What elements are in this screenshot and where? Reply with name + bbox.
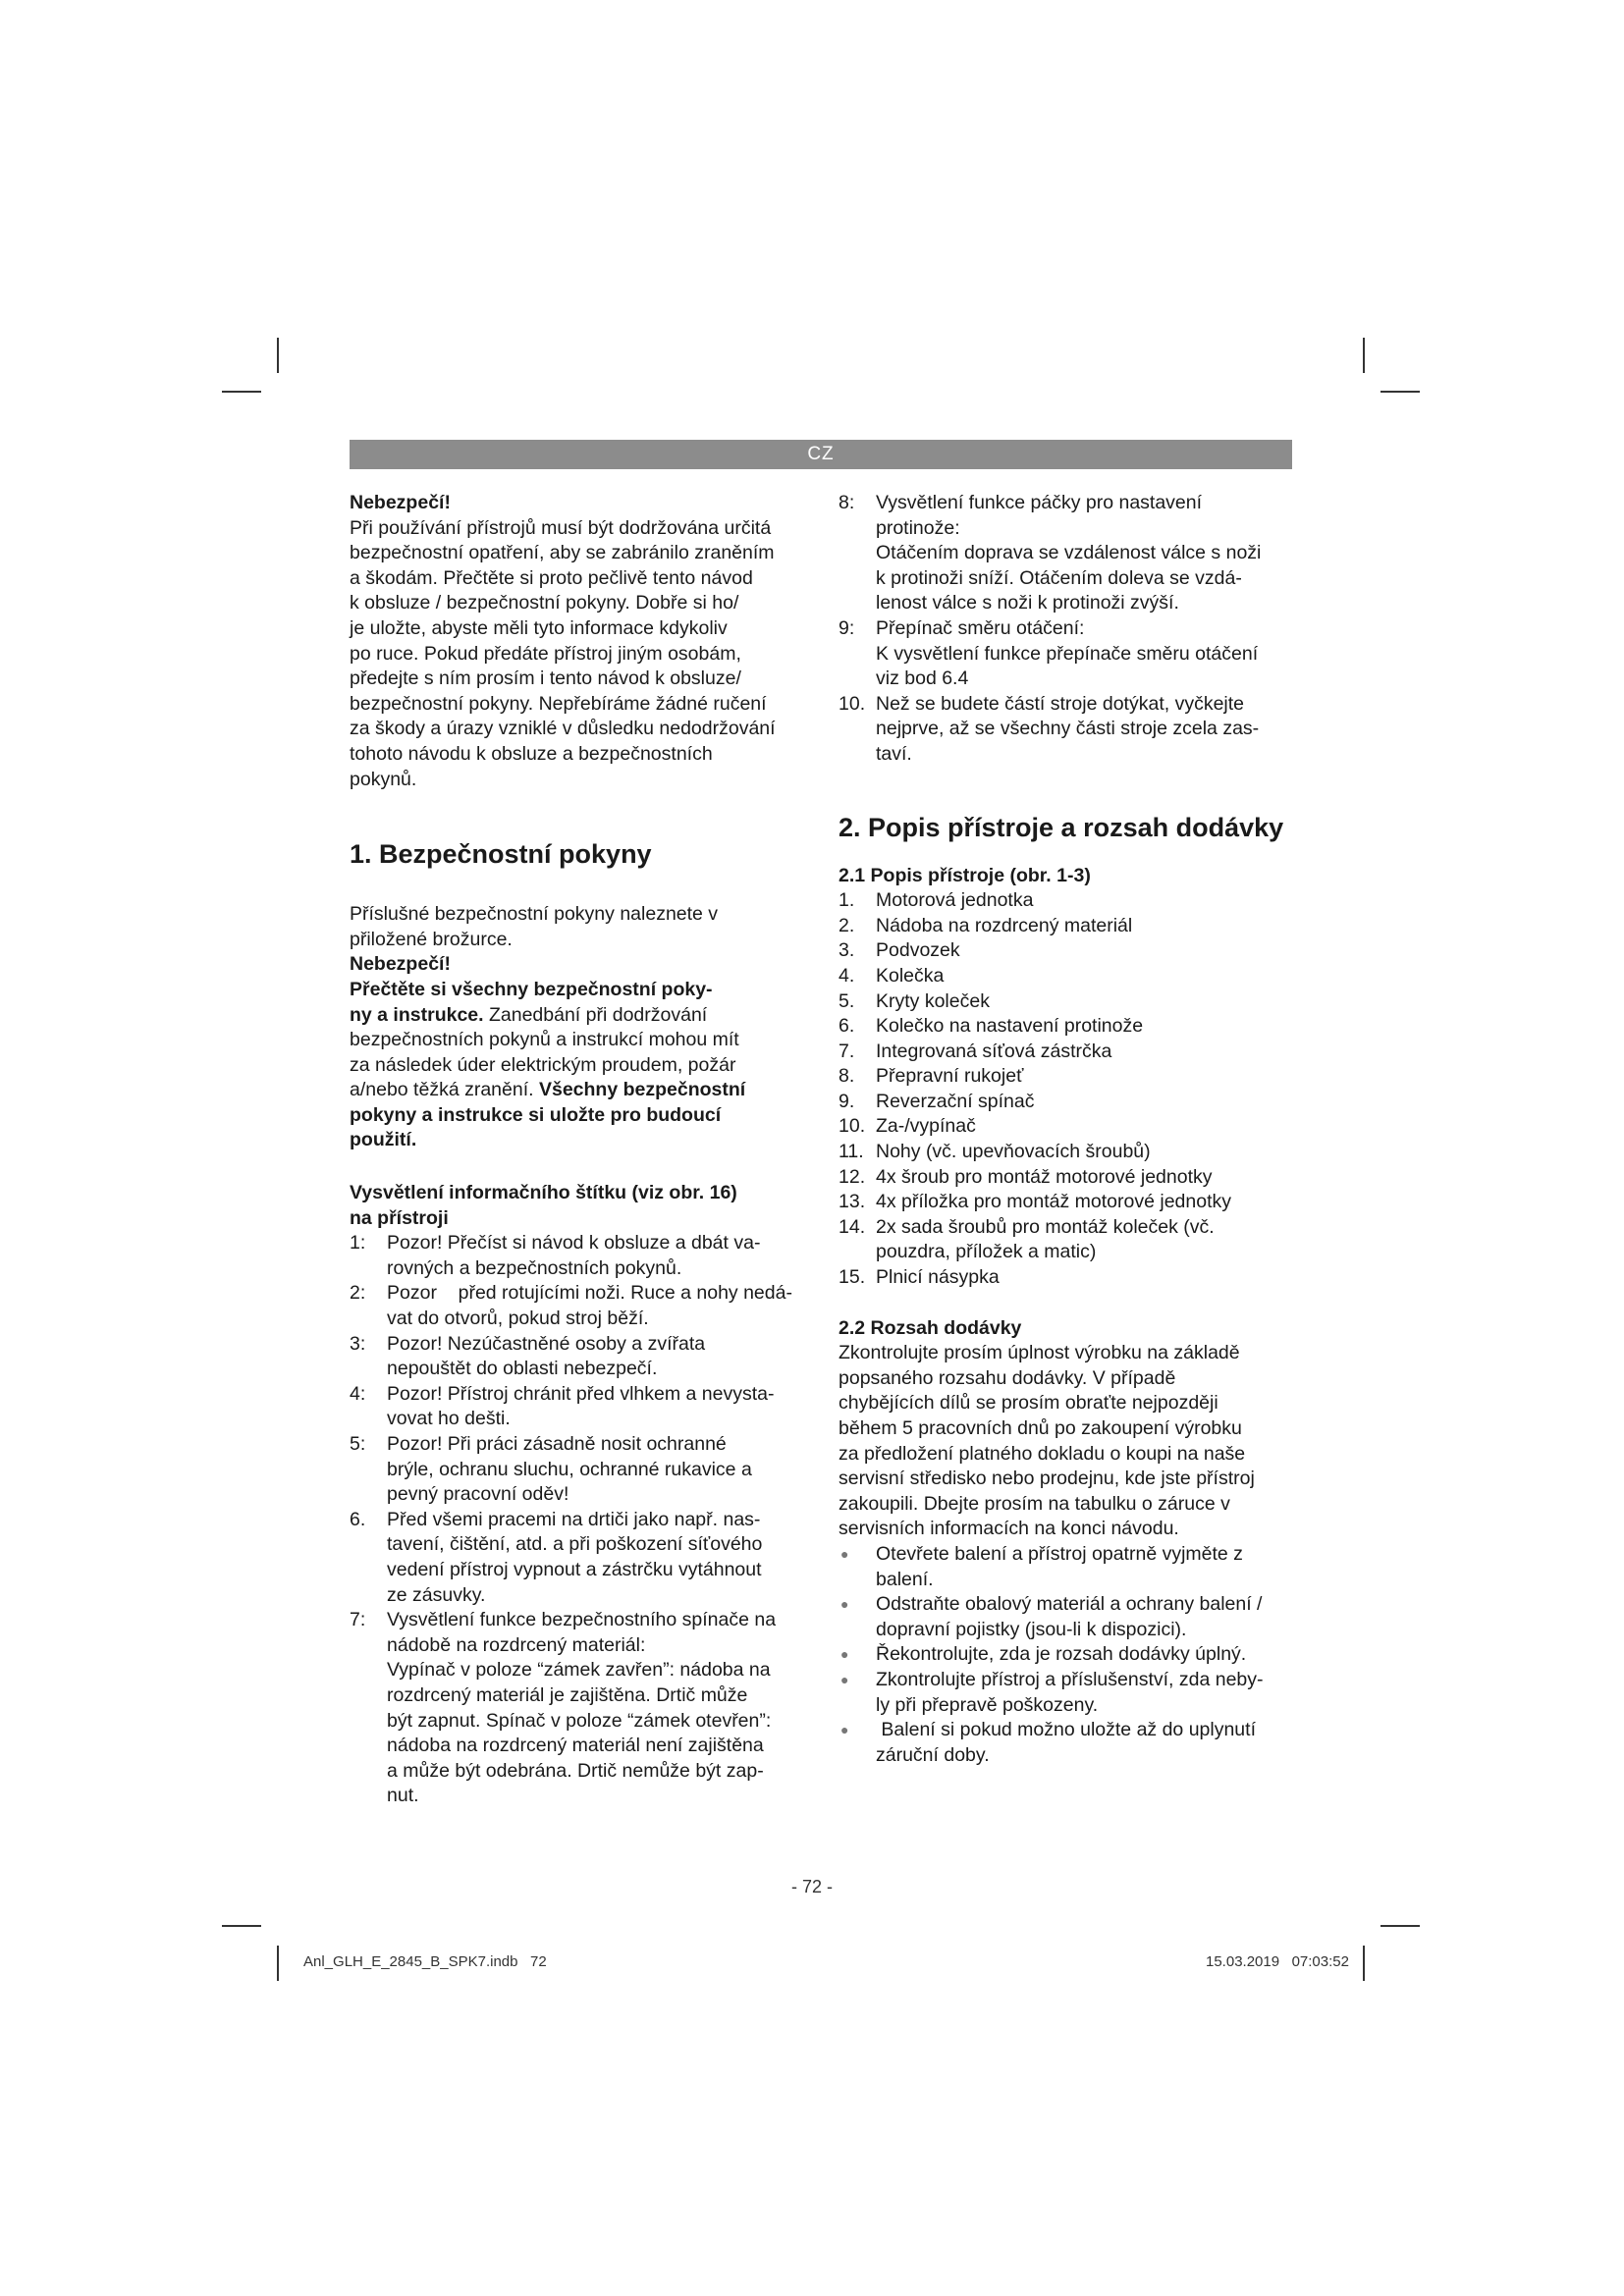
item-number: 15. [839,1266,866,1289]
part-name: Motorová jednotka [876,889,1034,912]
bullet-icon: ● [840,1646,849,1663]
text-line: K vysvětlení funkce přepínače směru otáčení [876,642,1259,665]
item-number: 7. [839,1040,855,1062]
text-line: rozdrcený materiál je zajištěna. Drtič může [387,1683,748,1706]
text-line: přiložené brožurce. [350,928,513,950]
text-line: předejte s ním prosím i tento návod k obsluze/ [350,667,741,690]
text-line: taví. [876,742,912,765]
right-column [839,491,1300,1768]
list-item [350,1332,811,1382]
text-line: dopravní pojistky (jsou-li k dispozici). [876,1618,1187,1640]
text-line: za předložení platného dokladu o koupi na naše [839,1442,1246,1465]
crop-mark [1363,338,1365,373]
text-line: chybějících dílů se prosím obraťte nejpozději [839,1392,1218,1415]
part-name: 4x šroub pro montáž motorové jednotky [876,1165,1213,1188]
text-line: Otáčením doprava se vzdálenost válce s noži [876,542,1262,564]
text-line: Vysvětlení funkce bezpečnostního spínače na [387,1609,777,1631]
parts-list-item [839,1240,1300,1265]
list-item [350,1608,811,1809]
text-line: záruční doby. [876,1743,990,1766]
text-line: Vysvětlení funkce páčky pro nastavení [876,492,1203,513]
text-line: Než se budete částí stroje dotýkat, vyčkejte [876,692,1245,715]
bullet-item [839,1592,1300,1642]
text-line: Pozor! Přístroj chránit před vlhkem a nevysta- [387,1382,775,1405]
text-line: pevný pracovní oděv! [387,1483,569,1506]
item-number: 14. [839,1215,866,1238]
text-line: Pozor před rotujícími noži. Ruce a nohy nedá- [387,1282,792,1305]
text-line: je uložte, abyste měli tyto informace kdykoliv [350,616,728,639]
item-number: 6. [350,1508,366,1530]
parts-list-item [839,1165,1300,1191]
part-name: Integrovaná síťová zástrčka [876,1040,1112,1062]
footer-timestamp: 15.03.2019 07:03:52 [1206,1953,1349,1970]
parts-list-item [839,1190,1300,1215]
text-line: za škody a úrazy vzniklé v důsledku nedodržování [350,718,776,740]
bullet-item [839,1642,1300,1668]
item-number: 9. [839,1090,855,1112]
crop-mark [1380,1925,1420,1927]
text-line: ly při přepravě poškozeny. [876,1693,1099,1716]
text-line: tavení, čištění, atd. a při poškození síťového [387,1533,763,1556]
subsection-heading: 2.1 Popis přístroje (obr. 1-3) [839,864,1091,886]
text-line: nut. [387,1785,419,1807]
text-line: nádoba na rozdrcený materiál není zajištěna [387,1735,764,1757]
text-line: Příslušné bezpečnostní pokyny naleznete v [350,903,719,926]
page-number: - 72 - [790,1877,833,1896]
list-item [350,1382,811,1432]
text-line: vovat ho dešti. [387,1408,511,1430]
text-span: Zanedbání při dodržování [483,1003,708,1026]
text-line: Pozor! Při práci zásadně nosit ochranné [387,1433,727,1455]
text-line: Řekontrolujte, zda je rozsah dodávky úplný. [876,1643,1247,1666]
part-name: Kryty koleček [876,989,990,1012]
language-header-bar: CZ [350,440,1292,469]
text-line: pokyny a instrukce si uložte pro budoucí [350,1103,722,1126]
item-number: 5. [839,989,855,1012]
text-line: Otevřete balení a přístroj opatrně vyjměte z [876,1542,1243,1565]
text-line: nádobě na rozdrcený materiál: [387,1633,646,1656]
text-line: za následek úder elektrickým proudem, požár [350,1053,736,1076]
crop-mark [222,1925,261,1927]
bullet-icon: ● [840,1545,849,1562]
item-number: 9: [839,616,855,639]
text-line: k protinoži sníží. Otáčením doleva se vzdá- [876,566,1242,589]
text-line: být zapnut. Spínač v poloze “zámek otevřen”: [387,1709,772,1732]
part-name: Podvozek [876,939,960,962]
list-item [839,616,1300,692]
text-line: po ruce. Pokud předáte přístroj jiným osobám, [350,642,741,665]
text-line: zakoupili. Dbejte prosím na tabulku o záruce v [839,1492,1230,1515]
subsection-heading: 2.2 Rozsah dodávky [839,1316,1022,1339]
text-line: k obsluze / bezpečnostní pokyny. Dobře si ho/ [350,592,739,614]
danger-title: Nebezpečí! [350,492,451,513]
item-number: 3. [839,939,855,962]
list-item [350,1281,811,1331]
text-line: bezpečnostních pokynů a instrukcí mohou mít [350,1029,739,1051]
text-line: Zkontrolujte přístroj a příslušenství, zda neby- [876,1668,1264,1690]
text-line: popsaného rozsahu dodávky. V případě [839,1366,1176,1389]
bullet-icon: ● [840,1596,849,1613]
parts-list-item [839,1014,1300,1040]
text-line: během 5 pracovních dnů po zakoupení výrobku [839,1417,1242,1439]
parts-list-item [839,1265,1300,1291]
part-name: Kolečka [876,964,945,987]
parts-list-item [839,1114,1300,1140]
parts-list-item [839,914,1300,939]
item-number: 1: [350,1232,366,1255]
text-line: servisních informacích na konci návodu. [839,1518,1179,1540]
part-name: pouzdra, příložek a matic) [876,1241,1097,1263]
text-span: a/nebo těžká zranění. [350,1079,539,1101]
crop-mark [1380,391,1420,393]
label-heading: Vysvětlení informačního štítku (viz obr. 16) [350,1182,737,1204]
part-name: Plnicí násypka [876,1266,1000,1289]
item-number: 4. [839,964,855,987]
text-line: rovných a bezpečnostních pokynů. [387,1256,682,1279]
item-number: 5: [350,1433,366,1455]
parts-list-item [839,1040,1300,1065]
item-number: 11. [839,1141,864,1163]
text-line: viz bod 6.4 [876,667,969,690]
text-line: bezpečnostní pokyny. Nepřebíráme žádné ručení [350,692,767,715]
parts-list-item [839,964,1300,989]
crop-mark [1363,1946,1365,1981]
section-heading: 2. Popis přístroje a rozsah dodávky [839,812,1284,842]
text-line: Přepínač směru otáčení: [876,616,1085,639]
text-line: Odstraňte obalový materiál a ochrany balení / [876,1593,1263,1616]
part-name: 2x sada šroubů pro montáž koleček (vč. [876,1215,1215,1238]
text-line: servisní středisko nebo prodejnu, kde jste přístroj [839,1468,1255,1490]
text-line: vedení přístroj vypnout a zástrčku vytáhnout [387,1558,762,1580]
part-name: Za-/vypínač [876,1115,976,1138]
crop-mark [277,1946,279,1981]
section-heading: 1. Bezpečnostní pokyny [350,839,652,870]
parts-list-item [839,1140,1300,1165]
part-name: Přepravní rukojeť [876,1065,1024,1088]
text-line: Balení si pokud možno uložte až do uplynutí [876,1719,1256,1741]
text-line: nepouštět do oblasti nebezpečí. [387,1358,658,1380]
part-name: Nádoba na rozdrcený materiál [876,914,1133,936]
text-line: Pozor! Nezúčastněné osoby a zvířata [387,1332,706,1355]
text-line: vat do otvorů, pokud stroj běží. [387,1308,649,1330]
item-number: 10. [839,692,866,715]
text-line: a škodám. Přečtěte si proto pečlivě tento návod [350,566,753,589]
parts-list-item [839,1215,1300,1241]
item-number: 8. [839,1065,855,1088]
list-item [350,1231,811,1281]
text-line: tohoto návodu k obsluze a bezpečnostních [350,742,713,765]
part-name: Reverzační spínač [876,1090,1035,1112]
bullet-icon: ● [840,1671,849,1687]
item-number: 6. [839,1015,855,1038]
left-column [350,491,811,1809]
text-line: pokynů. [350,768,417,790]
bold-text: ny a instrukce. [350,1003,484,1026]
item-number: 8: [839,492,855,513]
text-line: bezpečnostní opatření, aby se zabránilo zraněním [350,542,775,564]
text-line: Zkontrolujte prosím úplnost výrobku na základě [839,1342,1240,1364]
list-item [350,1508,811,1608]
item-number: 12. [839,1165,866,1188]
part-name: Nohy (vč. upevňovacích šroubů) [876,1141,1151,1163]
item-number: 2. [839,914,855,936]
part-name: Kolečko na nastavení protinože [876,1015,1144,1038]
item-number: 1. [839,889,855,912]
text-line: Při používání přístrojů musí být dodržována určitá [350,516,772,539]
list-item [839,491,1300,616]
crop-mark [277,338,279,373]
text-line: Přečtěte si všechny bezpečnostní poky- [350,978,713,1000]
item-number: 4: [350,1382,366,1405]
bullet-item [839,1668,1300,1718]
item-number: 7: [350,1609,366,1631]
text-line: brýle, ochranu sluchu, ochranné rukavice a [387,1458,752,1480]
text-line: protinože: [876,516,960,539]
item-number [839,1240,876,1265]
text-line: ze zásuvky. [387,1583,486,1606]
parts-list-item [839,888,1300,914]
danger-label: Nebezpečí! [350,953,451,976]
part-name: 4x příložka pro montáž motorové jednotky [876,1191,1232,1213]
item-number: 2: [350,1282,366,1305]
text-line: nejprve, až se všechny části stroje zcela zas- [876,718,1260,740]
label-heading: na přístroji [350,1206,449,1229]
bold-text: Všechny bezpečnostní [538,1079,746,1101]
footer-file-name: Anl_GLH_E_2845_B_SPK7.indb 72 [303,1953,547,1970]
text-line: Před všemi pracemi na drtiči jako např. nas- [387,1508,761,1530]
text-line: a může být odebrána. Drtič nemůže být zap- [387,1759,764,1782]
parts-list-item [839,1064,1300,1090]
text-line: lenost válce s noži k protinoži zvýší. [876,592,1179,614]
danger-paragraph [350,516,811,793]
parts-list-item [839,1090,1300,1115]
text-line: použití. [350,1129,417,1151]
item-number: 13. [839,1191,866,1213]
item-number: 10. [839,1115,866,1138]
parts-list-item [839,989,1300,1015]
list-item [839,692,1300,768]
text-line: balení. [876,1568,934,1590]
parts-list-item [839,938,1300,964]
text-line: Pozor! Přečíst si návod k obsluze a dbát va- [387,1232,761,1255]
bullet-item [839,1718,1300,1768]
item-number: 3: [350,1332,366,1355]
crop-mark [222,391,261,393]
bullet-icon: ● [840,1722,849,1738]
text-line: Vypínač v poloze “zámek zavřen”: nádoba na [387,1659,771,1682]
list-item [350,1432,811,1508]
bullet-item [839,1542,1300,1592]
